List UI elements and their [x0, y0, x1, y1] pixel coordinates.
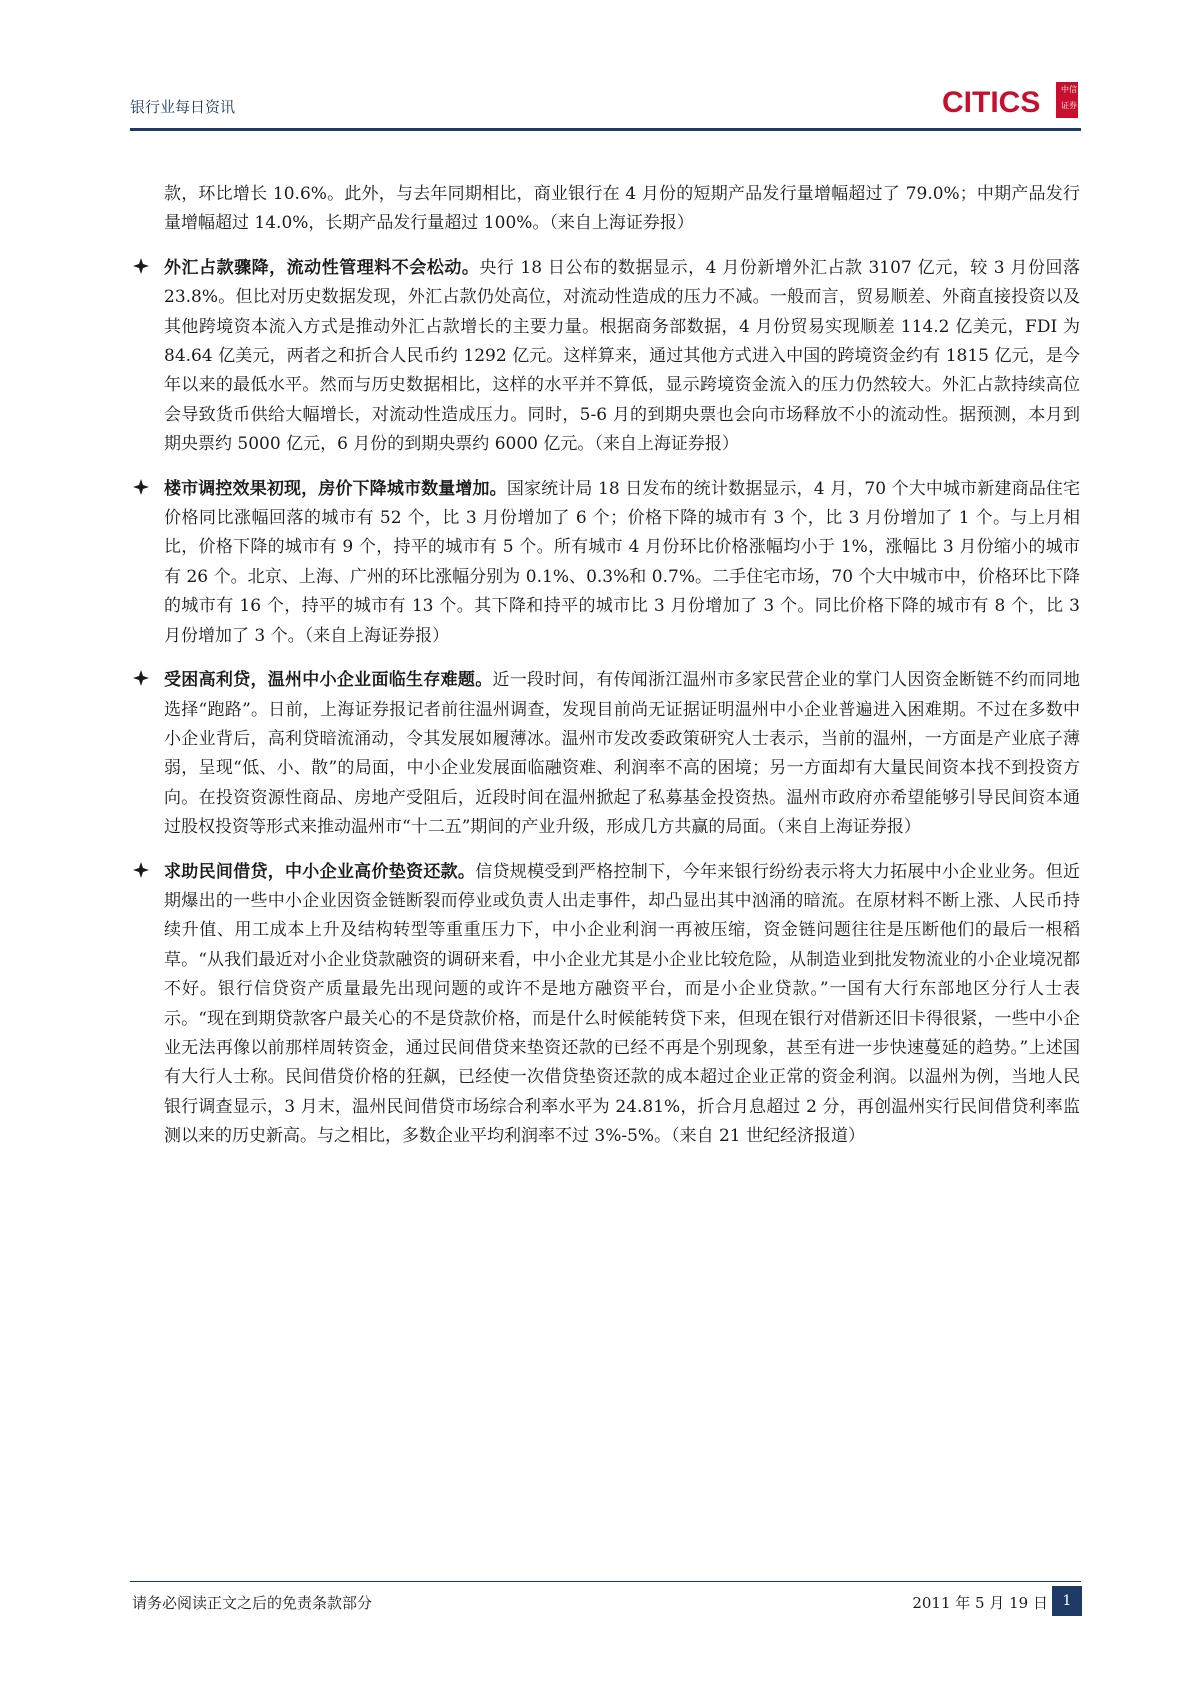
diamond-bullet-icon — [132, 257, 150, 275]
diamond-bullet-icon — [132, 669, 150, 687]
news-item-title: 求助民间借贷，中小企业高价垫资还款。 — [164, 861, 476, 882]
news-item-title: 受困高利贷，温州中小企业面临生存难题。 — [164, 670, 493, 691]
disclaimer-note: 请务必阅读正文之后的免责条款部分 — [132, 1594, 373, 1612]
news-item — [132, 666, 1080, 842]
news-item-text — [164, 475, 1080, 651]
news-item-body: 信贷规模受到严格控制下，今年来银行纷纷表示将大力拓展中小企业业务。但近期爆出的一些中小企业因资金链断裂而停业或负责人出走事件，却凸显出其中汹涌的暗流。在原材料不断上涨、人民币持续升值、用工成本上升及结构转型等重重压力下，中小企业利润一再被压缩，资金链问题往往是压断他们的最后一根稻草。“从我们最近对小企业贷款融资的调研来看，中小企业尤其是小企业比较危险，从制造业到批发物流业的小企业境况都不好。银行信贷资产质量最先出现问题的或许不是地方融资平台，而是小企业贷款。”一国有大行东部地区分行人士表示。“现在到期贷款客户最关心的不是贷款价格，而是什么时候能转贷下来，但现在银行对借新还旧卡得很紧，一些中小企业无法再像以前那样周转资金，通过民间借贷来垫资还款的已经不再是个别现象，甚至有进一步快速蔓延的趋势。”上述国有大行人士称。民间借贷价格的狂飙，已经使一次借贷垫资还款的成本超过企业正常的资金利润。以温州为例，当地人民银行调查显示，3 月末，温州民间借贷市场综合利率水平为 24.81%，折合月息超过 2 分，再创温州实行民间借贷利率监测以来的历史新高。与之相比，多数企业平均利润率不过 3%-5%。（来自 21 世纪经济报道） — [164, 861, 1081, 1147]
page-number: 1 — [1052, 1586, 1082, 1616]
logo-cn-1: 中 — [1061, 85, 1069, 94]
citics-logo — [940, 78, 1080, 122]
main-content — [132, 180, 1080, 1167]
report-title: 银行业每日资讯 — [130, 98, 236, 116]
header-rule — [130, 128, 1081, 131]
news-item-title: 外汇占款骤降，流动性管理料不会松动。 — [164, 257, 480, 278]
news-item-title: 楼市调控效果初现，房价下降城市数量增加。 — [164, 478, 507, 499]
report-date: 2011 年 5 月 19 日 — [912, 1594, 1048, 1612]
intro-paragraph: 款，环比增长 10.6%。此外，与去年同期相比，商业银行在 4 月份的短期产品发行量增幅超过了 79.0%；中期产品发行量增幅超过 14.0%，长期产品发行量超过 100%。（来自上海证券报） — [164, 184, 1080, 234]
news-item — [132, 475, 1080, 651]
news-item-text — [164, 254, 1080, 460]
logo-cn-4: 券 — [1069, 101, 1077, 110]
footer-rule — [130, 1581, 1081, 1582]
logo-text: CITICS — [942, 86, 1041, 119]
news-item-text — [164, 666, 1080, 842]
logo-cn-2: 信 — [1069, 85, 1077, 94]
news-item-text — [164, 858, 1080, 1152]
logo-cn-3: 证 — [1061, 101, 1069, 110]
news-item-body: 国家统计局 18 日发布的统计数据显示，4 月，70 个大中城市新建商品住宅价格同比涨幅回落的城市有 52 个，比 3 月份增加了 6 个；价格下降的城市有 3 个，比 3 月份增加了 1 个。与上月相比，价格下降的城市有 9 个，持平的城市有 5 个。所有城市 4 月份环比价格涨幅均小于 1%，涨幅比 3 月份缩小的城市有 26 个。北京、上海、广州的环比涨幅分别为 0.1%、0.3%和 0.7%。二手住宅市场，70 个大中城市中，价格环比下降的城市有 16 个，持平的城市有 13 个。其下降和持平的城市比 3 月份增加了 3 个。同比价格下降的城市有 8 个，比 3 月份增加了 3 个。（来自上海证券报） — [164, 478, 1080, 646]
news-item — [132, 254, 1080, 460]
diamond-bullet-icon — [132, 861, 150, 879]
news-item-body: 近一段时间，有传闻浙江温州市多家民营企业的掌门人因资金断链不约而同地选择“跑路”。日前，上海证券报记者前往温州调查，发现目前尚无证据证明温州中小企业普遍进入困难期。不过在多数中小企业背后，高利贷暗流涌动，令其发展如履薄冰。温州市发改委政策研究人士表示，当前的温州，一方面是产业底子薄弱，呈现“低、小、散”的局面，中小企业发展面临融资难、利润率不高的困境；另一方面却有大量民间资本找不到投资方向。在投资资源性商品、房地产受阻后，近段时间在温州掀起了私募基金投资热。温州市政府亦希望能够引导民间资本通过股权投资等形式来推动温州市“十二五”期间的产业升级，形成几方共赢的局面。（来自上海证券报） — [164, 670, 1081, 838]
news-item-body: 央行 18 日公布的数据显示，4 月份新增外汇占款 3107 亿元，较 3 月份回落 23.8%。但比对历史数据发现，外汇占款仍处高位，对流动性造成的压力不减。一般而言，贸易顺差、外商直接投资以及其他跨境资本流入方式是推动外汇占款增长的主要力量。根据商务部数据，4 月份贸易实现顺差 114.2 亿美元，FDI 为 84.64 亿美元，两者之和折合人民币约 1292 亿元。这样算来，通过其他方式进入中国的跨境资金约有 1815 亿元，是今年以来的最低水平。然而与历史数据相比，这样的水平并不算低，显示跨境资金流入的压力仍然较大。外汇占款持续高位会导致货币供给大幅增长，对流动性造成压力。同时，5-6 月的到期央票也会向市场释放不小的流动性。据预测，本月到期央票约 5000 亿元，6 月份的到期央票约 6000 亿元。（来自上海证券报） — [164, 257, 1080, 455]
diamond-bullet-icon — [132, 478, 150, 496]
news-item — [132, 858, 1080, 1152]
page-header — [130, 74, 1080, 134]
